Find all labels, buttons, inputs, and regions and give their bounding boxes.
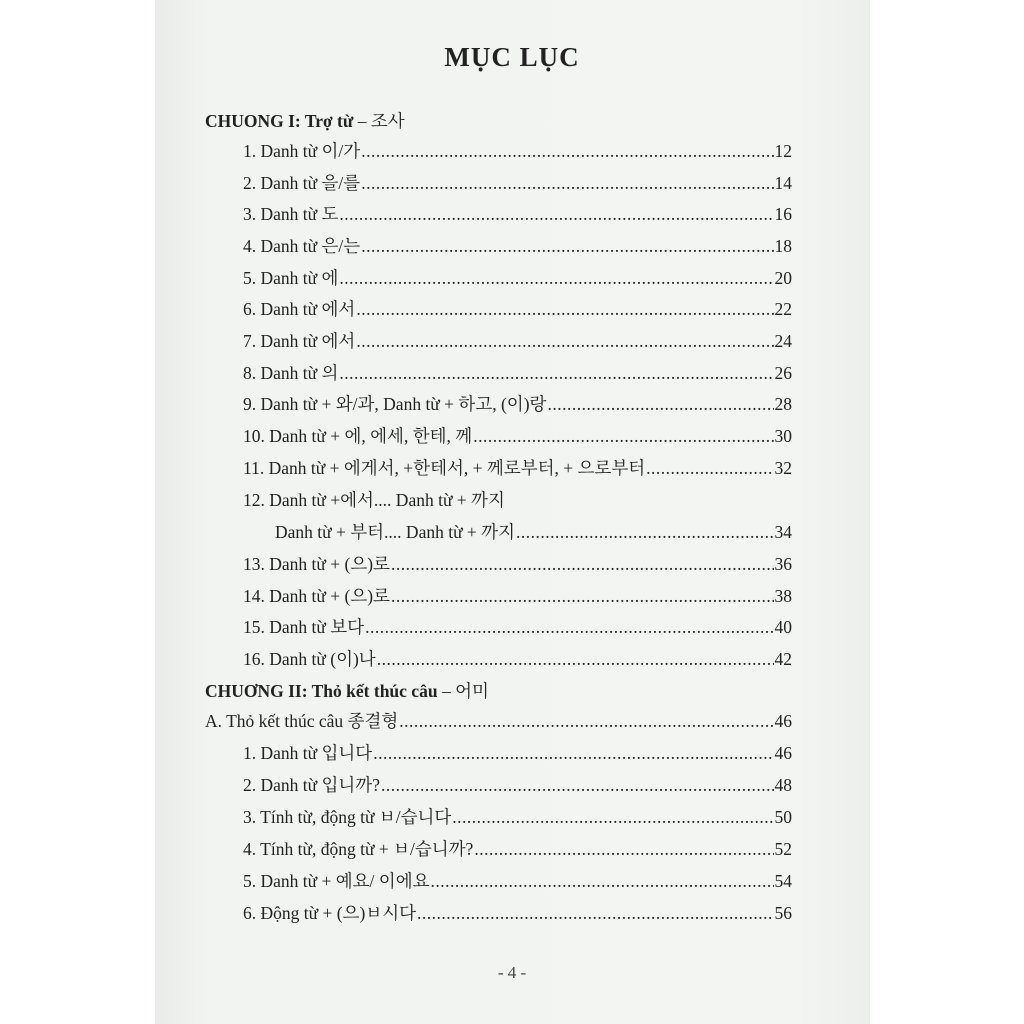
dot-leader	[391, 554, 774, 575]
toc-entry-label: 2. Danh từ 입니까?	[243, 775, 380, 795]
toc-entry	[243, 201, 792, 227]
dot-leader	[339, 363, 773, 384]
dot-leader	[361, 173, 773, 194]
toc-entry	[243, 170, 792, 196]
dot-leader	[339, 268, 773, 289]
dot-leader	[417, 903, 773, 924]
toc-entry-label: 4. Danh từ 은/는	[243, 236, 361, 256]
toc-entry-page: 22	[774, 299, 792, 319]
toc-entry	[243, 455, 792, 481]
toc-entry-label: 11. Danh từ + 에게서, +한테서, + 께로부터, + 으로부터	[243, 458, 646, 478]
toc-entry-label: 8. Danh từ 의	[243, 363, 339, 383]
toc-entry-label: A. Thỏ kết thúc câu 종결형	[205, 711, 399, 731]
page-title: MỤC LỤC	[444, 42, 580, 72]
dot-leader	[452, 807, 773, 828]
chapter-title: CHUONG I: Trợ từ	[205, 111, 354, 131]
toc-entry	[243, 360, 792, 386]
toc-entry-label: 15. Danh từ 보다	[243, 617, 365, 637]
toc-entry-label: 3. Tính từ, động từ ㅂ/습니다	[243, 807, 452, 827]
toc-entry	[243, 772, 792, 798]
toc-entry-label: 1. Danh từ 이/가	[243, 141, 361, 161]
toc-entry-label: 5. Danh từ + 예요/ 이에요	[243, 871, 430, 891]
toc-entry-page: 26	[774, 363, 792, 383]
toc-entry-page: 24	[774, 331, 792, 351]
toc-entry-page: 30	[774, 426, 792, 446]
dot-leader	[381, 775, 774, 796]
toc-entry-page: 46	[774, 743, 792, 763]
toc-entry-label: 3. Danh từ 도	[243, 204, 339, 224]
toc-entry-label: 5. Danh từ 에	[243, 268, 339, 288]
toc-entry	[243, 740, 792, 766]
dot-leader	[391, 586, 774, 607]
toc-entry-label: 12. Danh từ +에서.... Danh từ + 까지	[243, 490, 505, 510]
toc-entry-page: 52	[774, 839, 792, 859]
toc-entry	[243, 614, 792, 640]
chapter-title: CHUƠNG II: Thỏ kết thúc câu	[205, 681, 438, 701]
toc-entry	[243, 328, 792, 354]
toc-entry-page: 20	[774, 268, 792, 288]
toc-entry-page: 18	[774, 236, 792, 256]
chapter-1-heading	[205, 108, 405, 134]
dot-leader	[547, 394, 773, 415]
toc-entry	[243, 233, 792, 259]
toc-entry-page: 28	[774, 394, 792, 414]
toc-entry-label: 1. Danh từ 입니다	[243, 743, 373, 763]
toc-entry	[243, 868, 792, 894]
toc-entry-page: 34	[774, 522, 792, 542]
toc-entry-page: 50	[774, 807, 792, 827]
toc-entry-label: 14. Danh từ + (으)로	[243, 586, 390, 606]
toc-entry	[243, 836, 792, 862]
dot-leader	[473, 426, 773, 447]
toc-entry-label: Danh từ + 부터.... Danh từ + 까지	[275, 522, 515, 542]
dot-leader	[399, 711, 773, 732]
dot-leader	[339, 204, 773, 225]
toc-entry	[205, 708, 792, 734]
toc-entry-page: 32	[774, 458, 792, 478]
chapter-korean: – 어미	[441, 681, 489, 701]
dot-leader	[377, 649, 774, 670]
page-number: - 4 -	[497, 963, 527, 982]
toc-entry	[275, 519, 792, 545]
toc-entry	[243, 391, 792, 417]
toc-entry-page: 56	[774, 903, 792, 923]
toc-entry-page: 54	[774, 871, 792, 891]
chapter-korean: – 조사	[357, 111, 405, 131]
chapter-2-heading	[205, 678, 489, 704]
toc-entry	[243, 265, 792, 291]
toc-entry	[243, 900, 792, 926]
toc-entry	[243, 423, 792, 449]
toc-entry-page: 36	[774, 554, 792, 574]
toc-entry-page: 46	[774, 711, 792, 731]
toc-entry-label: 16. Danh từ (이)나	[243, 649, 376, 669]
toc-entry-label: 6. Danh từ 에서	[243, 299, 356, 319]
toc-entry-page: 12	[774, 141, 792, 161]
toc-entry-label: 7. Danh từ 에서	[243, 331, 356, 351]
toc-entry	[243, 804, 792, 830]
dot-leader	[361, 141, 773, 162]
toc-entry-page: 40	[774, 617, 792, 637]
dot-leader	[356, 299, 773, 320]
dot-leader	[474, 839, 773, 860]
dot-leader	[431, 871, 774, 892]
toc-entry-label: 6. Động từ + (으)ㅂ시다	[243, 903, 417, 923]
dot-leader	[361, 236, 773, 257]
toc-entry-page: 16	[774, 204, 792, 224]
toc-entry	[243, 487, 505, 513]
toc-entry-page: 38	[774, 586, 792, 606]
toc-entry-label: 13. Danh từ + (으)로	[243, 554, 390, 574]
toc-entry	[243, 296, 792, 322]
dot-leader	[365, 617, 773, 638]
dot-leader	[373, 743, 773, 764]
toc-entry	[243, 583, 792, 609]
toc-entry-label: 9. Danh từ + 와/과, Danh từ + 하고, (이)랑	[243, 394, 547, 414]
toc-entry-page: 14	[774, 173, 792, 193]
toc-entry-page: 42	[774, 649, 792, 669]
dot-leader	[646, 458, 773, 479]
toc-entry-page: 48	[774, 775, 792, 795]
toc-entry	[243, 138, 792, 164]
dot-leader	[516, 522, 774, 543]
toc-entry-label: 4. Tính từ, động từ + ㅂ/습니까?	[243, 839, 474, 859]
toc-entry-label: 10. Danh từ + 에, 에세, 한테, 께	[243, 426, 473, 446]
toc-entry	[243, 646, 792, 672]
dot-leader	[356, 331, 773, 352]
toc-entry-label: 2. Danh từ 을/를	[243, 173, 361, 193]
toc-entry	[243, 551, 792, 577]
